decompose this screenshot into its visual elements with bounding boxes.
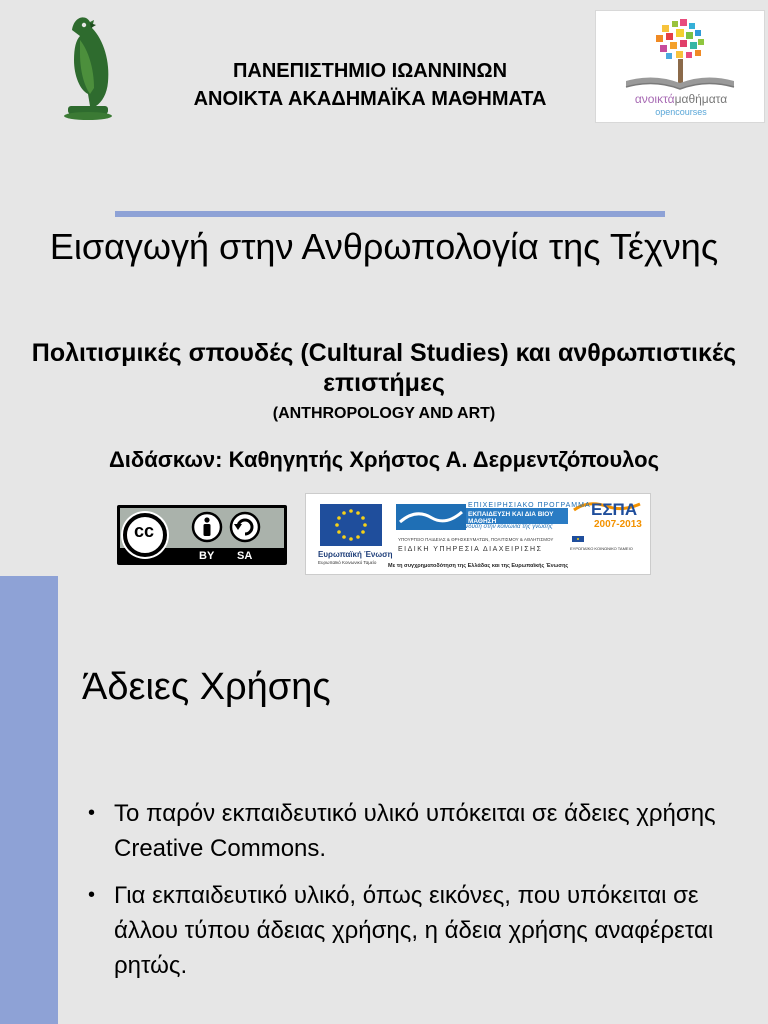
agency-label: ΕΙΔΙΚΗ ΥΠΗΡΕΣΙΑ ΔΙΑΧΕΙΡΙΣΗΣ [398, 546, 543, 553]
cc-sa-label: SA [237, 550, 253, 562]
instructor-line: Διδάσκων: Καθηγητής Χρήστος Α. Δερμεντζόπουλος [108, 447, 660, 472]
cc-letters: cc [134, 521, 155, 541]
list-item: • Για εκπαιδευτικό υλικό, όπως εικόνες, που υπόκειται σε άλλου τύπου άδειας χρήσης, η άδεια χρήσης αναφέρεται ρητώς. [88, 878, 748, 983]
university-owl-logo [50, 10, 120, 120]
op-tagline: επένδυση στην κοινωνία της γνώσης [456, 524, 553, 530]
list-item: • Το παρόν εκπαιδευτικό υλικό υπόκειται σε άδειες χρήσης Creative Commons. [88, 796, 748, 866]
espa-funding-logo [305, 493, 651, 575]
eu-label: Ευρωπαϊκή Ένωση [318, 550, 393, 559]
ministry-label: ΥΠΟΥΡΓΕΙΟ ΠΑΙΔΕΙΑΣ & ΘΡΗΣΚΕΥΜΑΤΩΝ, ΠΟΛΙΤΙΣΜΟΥ & ΑΘΛΗΤΙΣΜΟΥ [398, 537, 554, 542]
course-subtitle-english: (ANTHROPOLOGY AND ART) [272, 405, 496, 422]
slide-side-bar [0, 576, 58, 1024]
licence-bullets [88, 796, 748, 995]
bullet-icon: • [88, 884, 96, 906]
op-header: ΕΠΙΧΕΙΡΗΣΙΑΚΟ ΠΡΟΓΡΑΜΜΑ [468, 502, 591, 509]
course-title: Εισαγωγή στην Ανθρωπολογία της Τέχνης [49, 226, 719, 267]
opencourses-logo [595, 10, 765, 123]
espa-name: ΕΣΠΑ [591, 500, 638, 519]
opencourses-text: ανοικτάμαθήματα [634, 92, 728, 106]
licence-slide [0, 576, 768, 1024]
university-heading [140, 57, 600, 113]
op-name: ΕΚΠΑΙΔΕΥΣΗ ΚΑΙ ΔΙΑ ΒΙΟΥ ΜΑΘΗΣΗ [468, 511, 554, 525]
program-name: ΑΝΟΙΚΤΑ ΑΚΑΔΗΜΑΪΚΑ ΜΑΘΗΜΑΤΑ [193, 88, 547, 110]
espa-sublabel: ΕΥΡΩΠΑΪΚΟ ΚΟΙΝΩΝΙΚΟ ΤΑΜΕΙΟ [570, 546, 633, 551]
bullet-icon: • [88, 802, 96, 824]
university-name: ΠΑΝΕΠΙΣΤΗΜΙΟ ΙΩΑΝΝΙΝΩΝ [232, 60, 508, 82]
cc-by-label: BY [199, 550, 215, 562]
title-divider [115, 211, 665, 217]
licence-title: Άδειες Χρήσης [82, 666, 331, 708]
espa-years: 2007-2013 [594, 519, 642, 530]
cofunding-line: Με τη συγχρηματοδότηση της Ελλάδας και της Ευρωπαϊκής Ένωσης [388, 563, 569, 569]
course-subtitle: Πολιτισμικές σπουδές (Cultural Studies) και ανθρωπιστικές επιστήμες [31, 339, 737, 397]
opencourses-subtext: opencourses [655, 107, 707, 117]
eu-sublabel: Ευρωπαϊκό Κοινωνικό Ταμείο [318, 560, 377, 565]
